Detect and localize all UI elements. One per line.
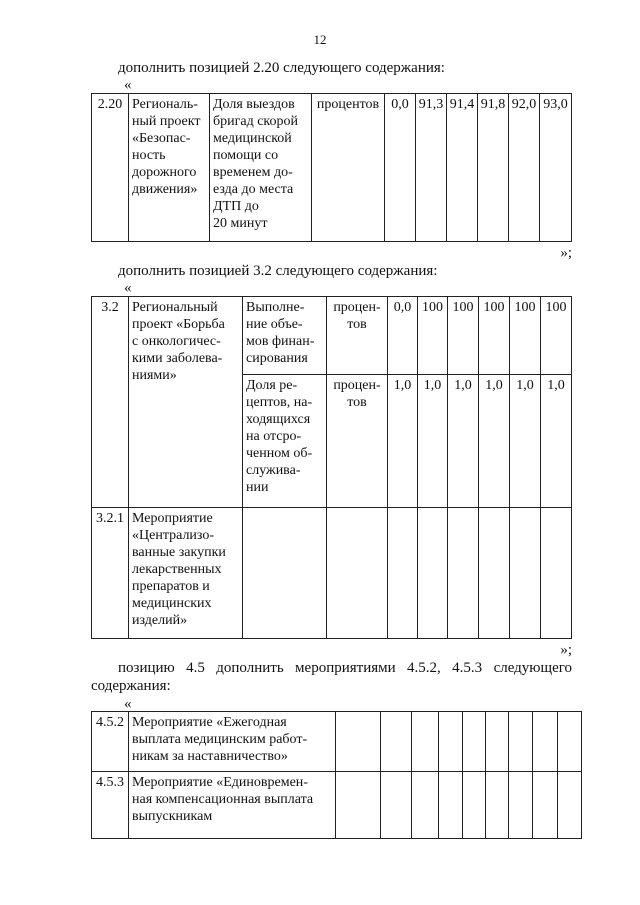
unit-cell: процентов <box>312 94 385 242</box>
text-line: «Централизо- <box>132 528 215 543</box>
empty-cell <box>243 508 327 639</box>
text-line: кими заболева- <box>132 351 223 366</box>
table-row <box>92 94 572 242</box>
text-line: препаратов и <box>132 579 210 594</box>
value-cell: 100 <box>479 297 510 375</box>
indicator-cell <box>243 297 327 375</box>
text-line: медицинских <box>132 596 212 611</box>
empty-cell <box>509 712 533 772</box>
value-cell: 1,0 <box>388 375 418 508</box>
empty-cell <box>336 772 381 839</box>
table-position-3-2 <box>91 296 572 639</box>
table-position-4-5 <box>91 711 582 839</box>
text-line: Мероприятие «Ежегодная <box>132 715 287 730</box>
empty-cell <box>336 712 381 772</box>
measure-name-cell <box>129 772 336 839</box>
text-line: Доля выездов <box>213 97 295 112</box>
text-line: ченном об- <box>246 446 313 461</box>
text-line: движения» <box>132 182 198 197</box>
text-line: выпускникам <box>132 809 213 824</box>
empty-cell <box>448 508 479 639</box>
text-line: временем до- <box>213 165 293 180</box>
text-line: тов <box>347 395 367 410</box>
empty-cell <box>412 712 439 772</box>
value-cell: 91,4 <box>447 94 478 242</box>
value-cell: 91,8 <box>478 94 509 242</box>
empty-cell <box>418 508 448 639</box>
text-line: ность <box>132 148 166 163</box>
text-line: никам за наставничество» <box>132 749 288 764</box>
value-cell: 1,0 <box>479 375 510 508</box>
project-name-cell <box>129 297 243 508</box>
text-line: бригад скорой <box>213 114 298 129</box>
page-number: 12 <box>313 32 327 47</box>
empty-cell <box>533 772 558 839</box>
text-line: с онкологичес- <box>132 334 221 349</box>
empty-cell <box>381 712 412 772</box>
indicator-cell <box>210 94 312 242</box>
text-line: помощи со <box>213 148 279 163</box>
empty-cell <box>486 712 509 772</box>
value-cell: 1,0 <box>448 375 479 508</box>
text-line: езда до места <box>213 182 294 197</box>
text-line: сирования <box>246 351 308 366</box>
empty-cell <box>388 508 418 639</box>
value-cell: 100 <box>418 297 448 375</box>
value-cell: 1,0 <box>510 375 541 508</box>
text-line: нии <box>246 480 269 495</box>
intro-4-5-line1: позицию 4.5 дополнить мероприятиями 4.5.2, 4.5.3 следующего <box>118 660 572 676</box>
text-line: ванные закупки <box>132 545 226 560</box>
text-line: мов финан- <box>246 334 315 349</box>
empty-cell <box>439 712 463 772</box>
row-number: 3.2 <box>92 297 129 508</box>
value-cell: 0,0 <box>388 297 418 375</box>
text-line: изделий» <box>132 613 188 628</box>
text-line: проект «Борьба <box>132 317 225 332</box>
row-number: 3.2.1 <box>92 508 129 639</box>
text-line: ДТП до <box>213 199 259 214</box>
value-cell: 100 <box>510 297 541 375</box>
empty-cell <box>463 712 486 772</box>
unit-cell <box>327 375 388 508</box>
indicator-cell <box>243 375 327 508</box>
value-cell: 92,0 <box>509 94 540 242</box>
empty-cell <box>381 772 412 839</box>
table-row <box>92 297 572 375</box>
text-line: тов <box>347 317 367 332</box>
open-quote-3: « <box>124 696 132 712</box>
value-cell: 1,0 <box>541 375 572 508</box>
empty-cell <box>486 772 509 839</box>
text-line: Мероприятие «Единовремен- <box>132 775 308 790</box>
empty-cell <box>479 508 510 639</box>
row-number: 2.20 <box>92 94 129 242</box>
value-cell: 91,3 <box>416 94 447 242</box>
text-line: служива- <box>246 463 301 478</box>
close-quote-1: »; <box>560 245 572 261</box>
text-line: процен- <box>333 300 381 315</box>
empty-cell <box>558 772 582 839</box>
value-cell: 93,0 <box>540 94 572 242</box>
intro-2-20: дополнить позицией 2.20 следующего содержания: <box>118 60 445 76</box>
text-line: 20 минут <box>213 216 268 231</box>
empty-cell <box>510 508 541 639</box>
text-line: дорожного <box>132 165 197 180</box>
table-row <box>92 712 582 772</box>
text-line: Региональный <box>132 300 218 315</box>
intro-3-2: дополнить позицией 3.2 следующего содержания: <box>118 263 438 279</box>
text-line: Доля ре- <box>246 378 298 393</box>
value-cell: 100 <box>448 297 479 375</box>
text-line: «Безопас- <box>132 131 191 146</box>
row-number: 4.5.3 <box>92 772 129 839</box>
empty-cell <box>509 772 533 839</box>
intro-4-5-line2: содержания: <box>91 678 171 694</box>
open-quote-1: « <box>124 77 132 93</box>
text-line: процен- <box>333 378 381 393</box>
row-number: 4.5.2 <box>92 712 129 772</box>
unit-cell <box>327 297 388 375</box>
close-quote-2: »; <box>560 642 572 658</box>
empty-cell <box>558 712 582 772</box>
empty-cell <box>327 508 388 639</box>
text-line: ная компенсационная выплата <box>132 792 314 807</box>
text-line: ниями» <box>132 368 177 383</box>
empty-cell <box>412 772 439 839</box>
text-line: ный проект <box>132 114 201 129</box>
measure-name-cell <box>129 712 336 772</box>
text-line: Мероприятие <box>132 511 213 526</box>
table-row <box>92 772 582 839</box>
empty-cell <box>463 772 486 839</box>
project-name-cell <box>129 94 210 242</box>
text-line: Региональ- <box>132 97 198 112</box>
text-line: Выполне- <box>246 300 305 315</box>
empty-cell <box>541 508 572 639</box>
value-cell: 100 <box>541 297 572 375</box>
measure-name-cell <box>129 508 243 639</box>
text-line: лекарственных <box>132 562 222 577</box>
empty-cell <box>439 772 463 839</box>
text-line: цептов, на- <box>246 395 313 410</box>
open-quote-2: « <box>124 280 132 296</box>
table-row <box>92 508 572 639</box>
text-line: ходящихся <box>246 412 311 427</box>
text-line: на отсро- <box>246 429 302 444</box>
empty-cell <box>533 712 558 772</box>
table-position-2-20 <box>91 93 572 242</box>
value-cell: 0,0 <box>385 94 416 242</box>
value-cell: 1,0 <box>418 375 448 508</box>
text-line: медицинской <box>213 131 292 146</box>
text-line: ние объе- <box>246 317 303 332</box>
text-line: выплата медицинским работ- <box>132 732 308 747</box>
